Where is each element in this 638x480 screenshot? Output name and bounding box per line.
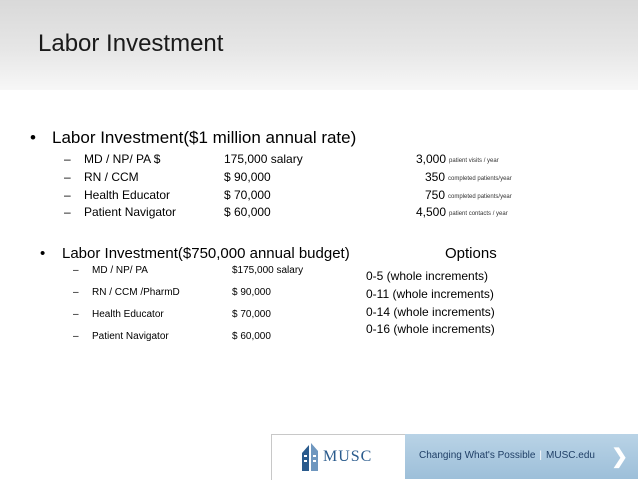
role: Health Educator xyxy=(92,309,164,320)
count-note: completed patients/year xyxy=(448,176,512,182)
section2-heading-row xyxy=(40,245,350,262)
section1-heading-row xyxy=(30,128,356,148)
next-slide-icon[interactable]: ❯ xyxy=(611,446,628,468)
role: RN / CCM xyxy=(84,170,139,184)
slide-title: Labor Investment xyxy=(38,30,224,57)
section2-row: – Patient Navigator $ 60,000 xyxy=(73,331,271,342)
section2-row: – RN / CCM /PharmD $ 90,000 xyxy=(73,287,271,298)
salary: $ 90,000 xyxy=(232,287,271,298)
role: MD / NP/ PA $ xyxy=(84,152,161,166)
tagline xyxy=(419,450,595,461)
option-item: 0-14 (whole increments) xyxy=(366,305,495,319)
salary: $ 70,000 xyxy=(224,188,271,202)
bullet-dot: • xyxy=(30,128,36,147)
role: Health Educator xyxy=(84,188,171,202)
role: RN / CCM /PharmD xyxy=(92,287,180,298)
count: 750 xyxy=(425,188,446,202)
section2-heading: Labor Investment($750,000 annual budget) xyxy=(62,245,350,262)
count-cell xyxy=(416,152,499,166)
count-note: patient visits / year xyxy=(449,158,499,164)
salary: 175,000 salary xyxy=(224,152,303,166)
option-item: 0-5 (whole increments) xyxy=(366,269,489,283)
section1-row: – Patient Navigator $ 60,000 4,500 patient contacts / year xyxy=(64,205,508,219)
count-note: patient contacts / year xyxy=(449,211,508,217)
footer-banner xyxy=(405,434,638,479)
count-cell xyxy=(425,188,512,202)
count: 4,500 xyxy=(416,205,447,219)
section1-heading: Labor Investment($1 million annual rate) xyxy=(52,128,357,147)
tagline-left: Changing What's Possible xyxy=(419,450,536,461)
salary: $ 60,000 xyxy=(224,205,271,219)
footer xyxy=(271,434,638,479)
section1-row: – MD / NP/ PA $ 175,000 salary 3,000 patient visits / year xyxy=(64,152,499,166)
section2-row: – MD / NP/ PA $175,000 salary xyxy=(73,265,304,276)
count: 350 xyxy=(425,170,446,184)
options-title: Options xyxy=(445,245,497,262)
logo-text: MUSC xyxy=(323,448,373,465)
count-note: completed patients/year xyxy=(448,194,512,200)
bullet-dot: • xyxy=(40,245,46,262)
musc-logo xyxy=(271,434,406,480)
role: Patient Navigator xyxy=(84,205,177,219)
section1-row: – RN / CCM $ 90,000 350 completed patients/year xyxy=(64,170,512,184)
option-item: 0-16 (whole increments) xyxy=(366,322,495,336)
salary: $ 60,000 xyxy=(232,331,271,342)
tagline-separator: | xyxy=(539,450,543,461)
building-icon xyxy=(300,441,320,473)
option-item: 0-11 (whole increments) xyxy=(366,287,494,301)
section1-row: – Health Educator $ 70,000 750 completed patients/year xyxy=(64,188,512,202)
tagline-right[interactable]: MUSC.edu xyxy=(546,450,595,461)
count-cell xyxy=(416,205,508,219)
section2-row: – Health Educator $ 70,000 xyxy=(73,309,271,320)
count-cell xyxy=(425,170,512,184)
role: Patient Navigator xyxy=(92,331,169,342)
salary: $175,000 salary xyxy=(232,265,304,276)
count: 3,000 xyxy=(416,152,447,166)
salary: $ 90,000 xyxy=(224,170,271,184)
salary: $ 70,000 xyxy=(232,309,271,320)
role: MD / NP/ PA xyxy=(92,265,148,276)
